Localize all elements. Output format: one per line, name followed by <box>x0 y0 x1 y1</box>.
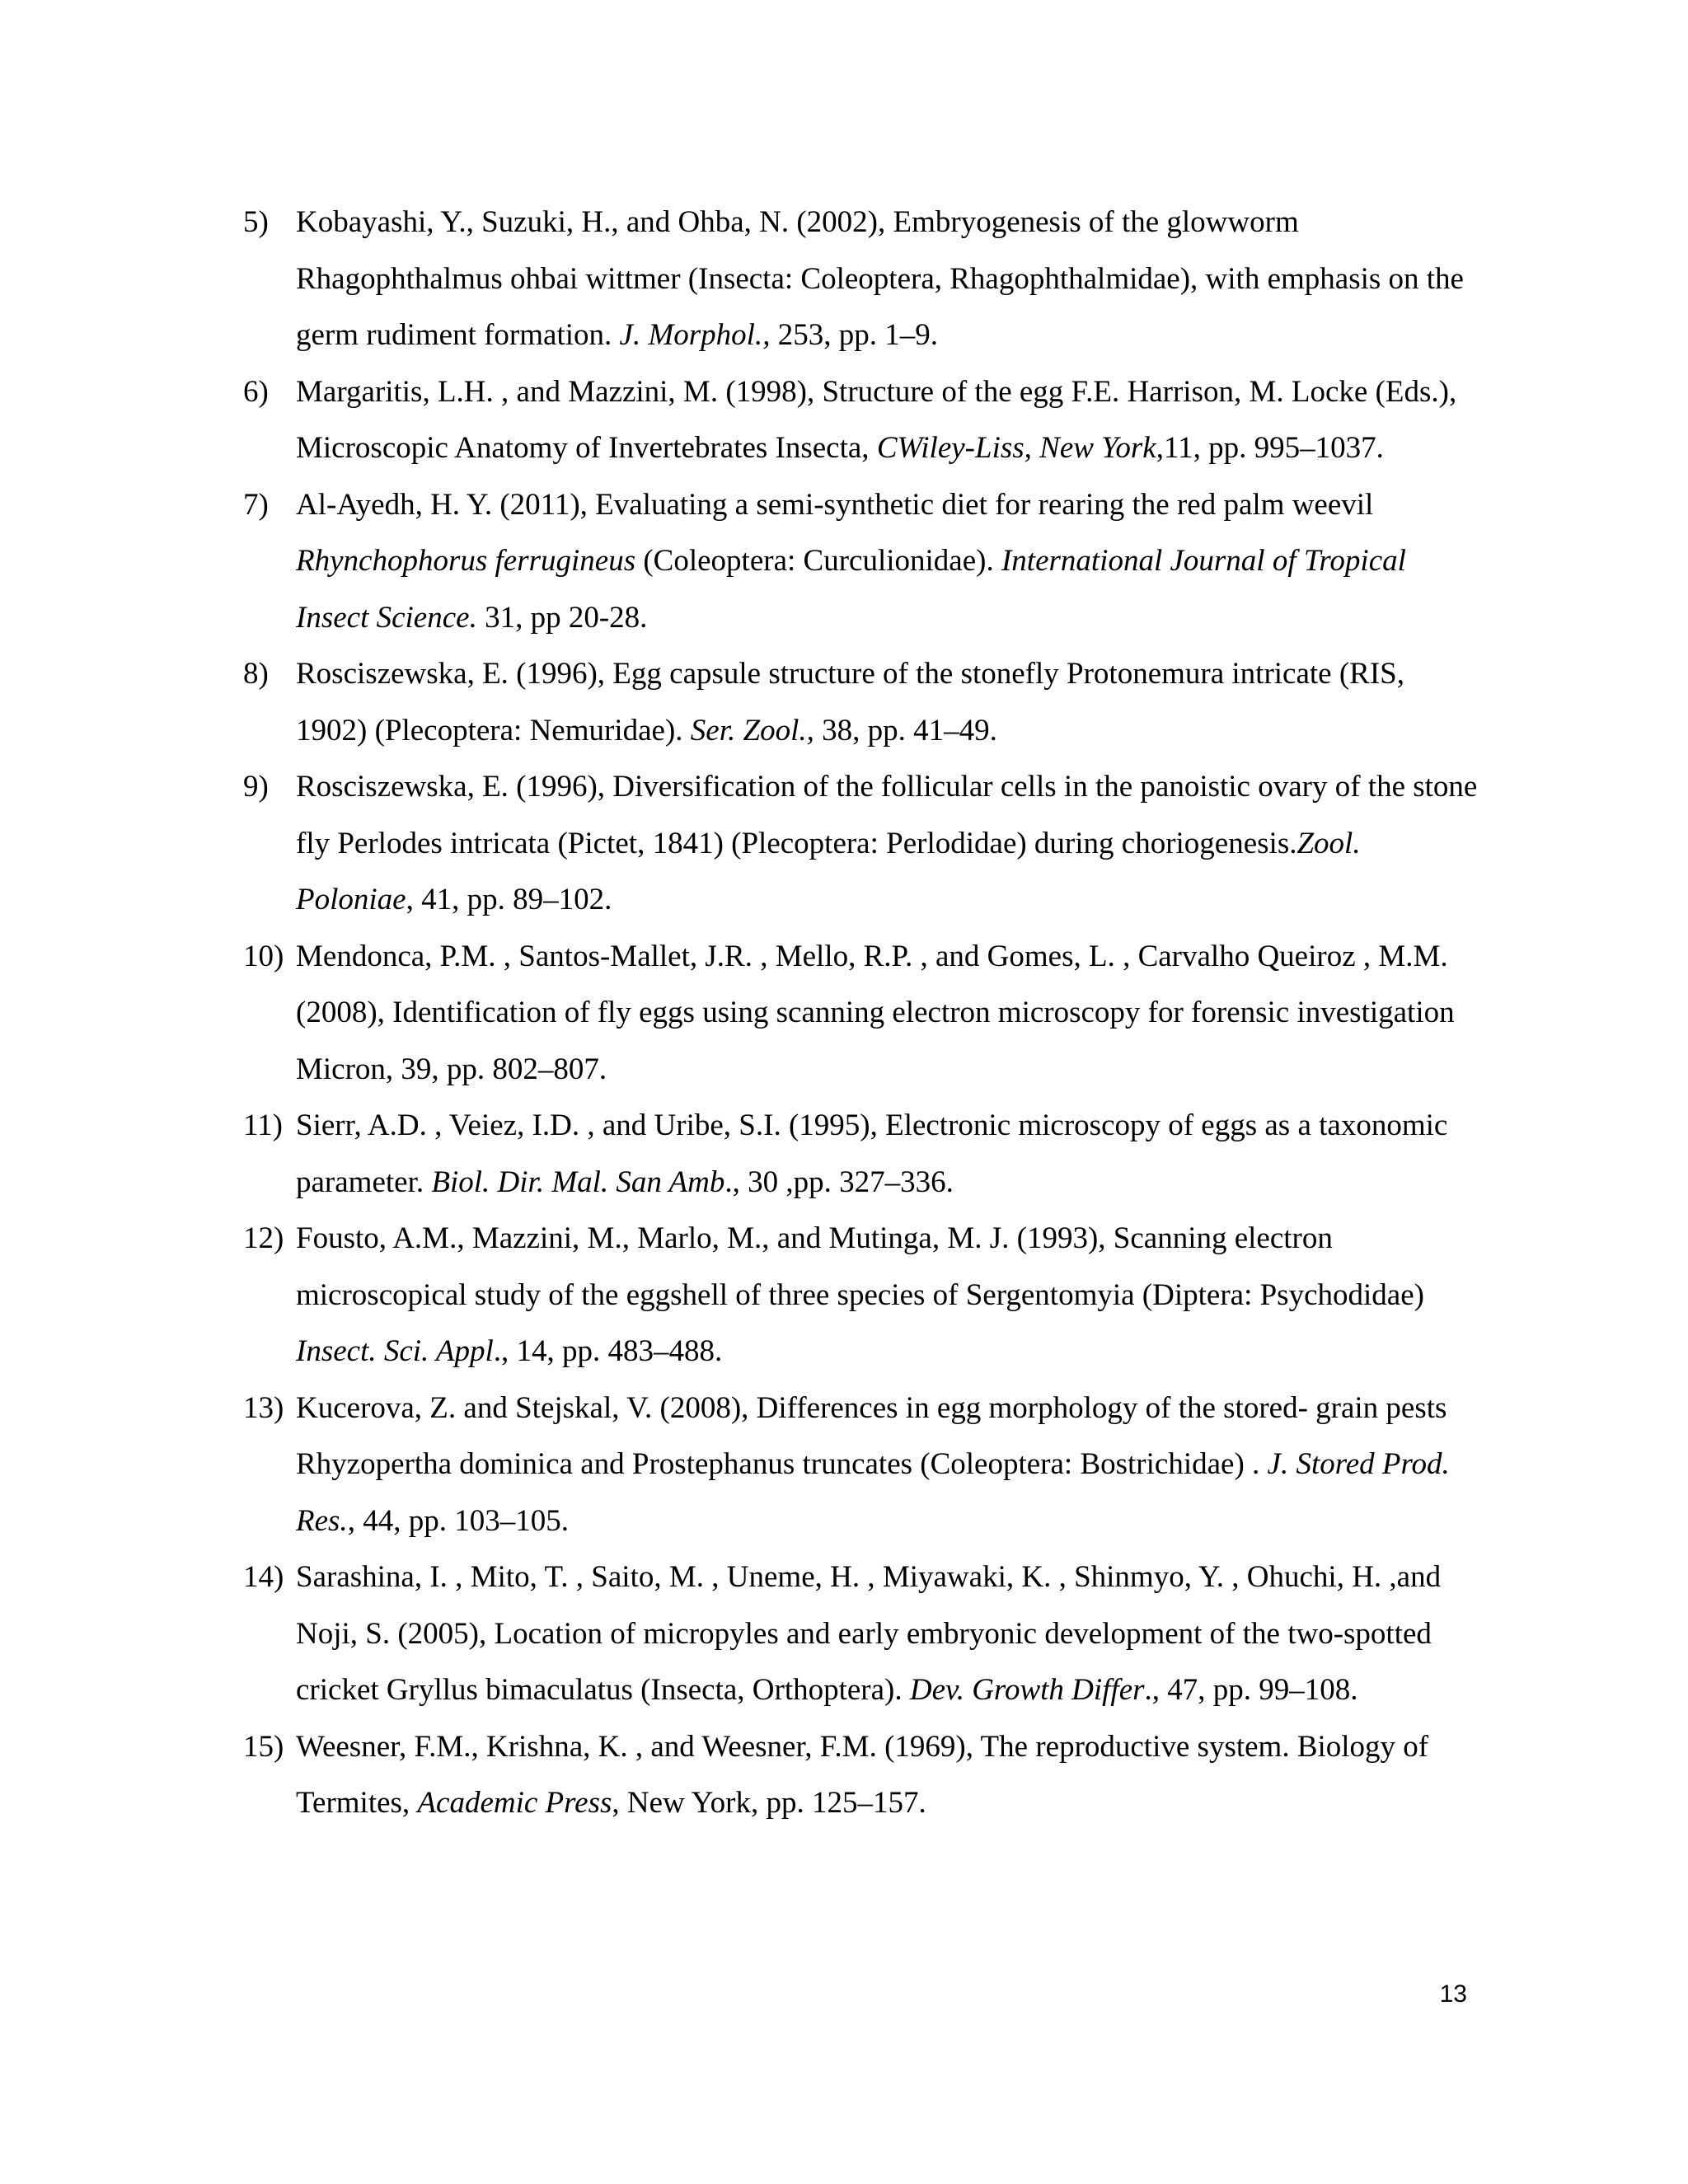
reference-number: 9) <box>243 770 269 804</box>
reference-text: (Coleoptera: Curculionidae). <box>635 544 1001 578</box>
reference-text: Al-Ayedh, H. Y. (2011), Evaluating a semi-synthetic diet for rearing the red palm weevil <box>296 487 1374 522</box>
page-number: 13 <box>1439 1980 1467 2008</box>
reference-text: Mendonca, P.M. , Santos-Mallet, J.R. , Mello, R.P. , and Gomes, L. , Carvalho Queiroz , M.M. (2008), Identification of fly eggs using scanning electron microscopy for forensic investigation Micron, 39, pp. 802–807. <box>296 939 1455 1086</box>
reference-text: ., 47, pp. 99–108. <box>1144 1673 1358 1707</box>
reference-text: 253, pp. 1–9. <box>770 318 938 352</box>
reference-text: , 41, pp. 89–102. <box>406 883 612 916</box>
reference-text: Weesner, F.M., Krishna, K. , and Weesner, F.M. (1969), The reproductive system. Biology of Termites, <box>296 1729 1429 1820</box>
reference-number: 11) <box>243 1108 283 1142</box>
reference-italic-text: Academic Press <box>417 1786 612 1820</box>
reference-number: 13) <box>243 1390 284 1425</box>
reference-text: Fousto, A.M., Mazzini, M., Marlo, M., and Mutinga, M. J. (1993), Scanning electron microscopical study of the eggshell of three species of Sergentomyia (Diptera: Psychodidae) <box>296 1221 1424 1312</box>
reference-item <box>243 929 1479 1099</box>
reference-italic-text: International Journal of Tropical Insect Science. <box>296 544 1406 635</box>
reference-item <box>243 759 1479 929</box>
reference-italic-text: Rhynchophorus ferrugineus <box>296 544 636 578</box>
reference-number: 14) <box>243 1560 284 1594</box>
reference-italic-text: Biol. Dir. Mal. San Amb <box>431 1165 725 1199</box>
reference-number: 7) <box>243 487 269 522</box>
reference-number: 5) <box>243 205 269 239</box>
reference-text: Rosciszewska, E. (1996), Diversification of the follicular cells in the panoistic ovary of the stone fly Perlodes intricata (Pictet, 1841) (Plecoptera: Perlodidae) during choriogenesis. <box>296 770 1478 860</box>
reference-number: 15) <box>243 1729 284 1764</box>
reference-italic-text: CWiley-Liss, New York <box>876 431 1156 465</box>
reference-italic-text: J. Morphol., <box>619 318 771 352</box>
reference-item <box>243 1380 1479 1550</box>
reference-text: , New York, pp. 125–157. <box>612 1786 926 1820</box>
reference-text: Kobayashi, Y., Suzuki, H., and Ohba, N. (2002), Embryogenesis of the glowworm Rhagophthalmus ohbai wittmer (Insecta: Coleoptera, Rhagophthalmidae), with emphasis on the germ rudiment formation. <box>296 205 1464 352</box>
reference-text: Rosciszewska, E. (1996), Egg capsule structure of the stonefly Protonemura intricate (RIS, 1902) (Plecoptera: Nemuridae). <box>296 657 1405 748</box>
reference-text: 31, pp 20-28. <box>476 600 648 635</box>
reference-item <box>243 477 1479 647</box>
reference-italic-text: Insect. Sci. Appl <box>296 1334 494 1368</box>
reference-number: 8) <box>243 657 269 691</box>
reference-list <box>243 194 1479 1832</box>
reference-italic-text: J. Stored Prod. Res. <box>296 1447 1450 1538</box>
reference-italic-text: Zool. Poloniae <box>296 826 1361 916</box>
reference-text: 38, pp. 41–49. <box>814 713 997 748</box>
reference-item <box>243 1719 1479 1832</box>
reference-italic-text: Dev. Growth Differ <box>909 1673 1145 1707</box>
reference-text: ,11, pp. 995–1037. <box>1156 431 1384 465</box>
reference-text: ., 30 ,pp. 327–336. <box>724 1165 954 1199</box>
reference-text: ., 14, pp. 483–488. <box>493 1334 723 1368</box>
reference-item <box>243 1549 1479 1719</box>
reference-item <box>243 364 1479 477</box>
reference-number: 12) <box>243 1221 284 1255</box>
reference-text: Margaritis, L.H. , and Mazzini, M. (1998), Structure of the egg F.E. Harrison, M. Locke (Eds.), Microscopic Anatomy of Invertebrates Insecta, <box>296 374 1457 465</box>
reference-text: Sarashina, I. , Mito, T. , Saito, M. , Uneme, H. , Miyawaki, K. , Shinmyo, Y. , Ohuchi, H. ,and Noji, S. (2005), Location of micropyles and early embryonic development of the two-spotted cricket Gryllus bimaculatus (Insecta, Orthoptera). <box>296 1560 1442 1707</box>
reference-italic-text: Ser. Zool., <box>690 713 814 748</box>
reference-number: 10) <box>243 939 284 973</box>
reference-item <box>243 1098 1479 1211</box>
reference-item <box>243 1211 1479 1380</box>
reference-text: , 44, pp. 103–105. <box>347 1503 569 1538</box>
reference-text: Kucerova, Z. and Stejskal, V. (2008), Differences in egg morphology of the stored- grain pests Rhyzopertha dominica and Prostephanus truncates (Coleoptera: Bostrichidae) . <box>296 1390 1447 1481</box>
reference-item <box>243 646 1479 759</box>
reference-text: Sierr, A.D. , Veiez, I.D. , and Uribe, S.I. (1995), Electronic microscopy of eggs as a taxonomic parameter. <box>296 1108 1448 1199</box>
reference-item <box>243 194 1479 364</box>
reference-number: 6) <box>243 374 269 409</box>
